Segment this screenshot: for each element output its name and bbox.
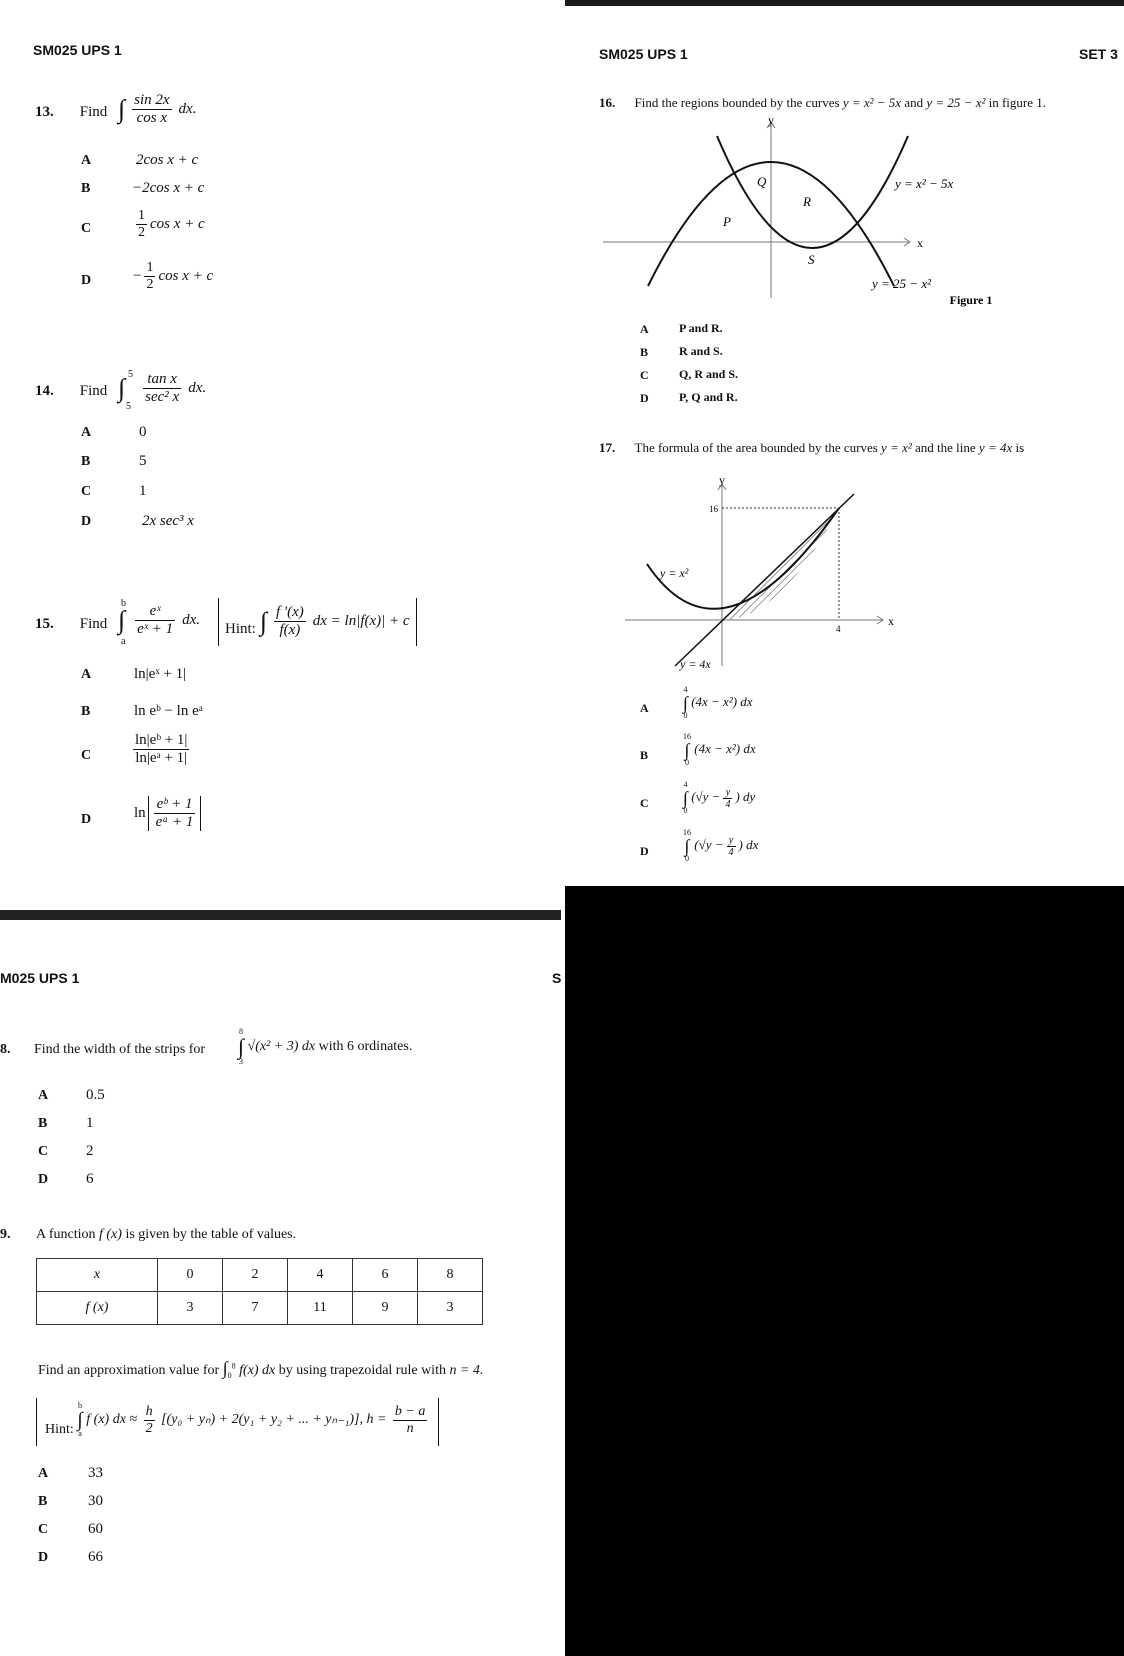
question-number: 14. xyxy=(35,383,54,399)
option-text[interactable]: P and R. xyxy=(679,321,723,335)
option-letter[interactable]: C xyxy=(81,484,92,499)
option-text[interactable]: 2 xyxy=(86,1143,94,1159)
q13-integral xyxy=(118,92,196,127)
option-letter[interactable]: D xyxy=(81,514,92,529)
hint-fraction: $\frac{b - a}{n}$ xyxy=(394,1403,426,1436)
q18-integral: 8 ∫ 3 √(x² + 3) dx with 6 ordinates. xyxy=(238,1027,413,1066)
table-cell: 11 xyxy=(288,1292,353,1325)
y-axis-label: y xyxy=(719,473,725,487)
question-text: A function xyxy=(36,1227,96,1242)
question-text: Find the width of the strips for xyxy=(34,1042,206,1057)
parabola-curve xyxy=(647,508,839,609)
question-number: 9. xyxy=(0,1227,11,1242)
option-letter[interactable]: B xyxy=(81,704,91,719)
line-4x xyxy=(675,494,854,666)
option-letter[interactable]: A xyxy=(38,1466,49,1481)
hint-fraction: $\frac{f '(x)}{f(x)}$ xyxy=(275,604,304,638)
page-header: M025 UPS 1 xyxy=(0,970,80,986)
option-letter[interactable]: B xyxy=(81,181,91,196)
n-value: n = 4. xyxy=(449,1363,484,1378)
question-19 xyxy=(0,1227,296,1243)
option-text[interactable]: − $\frac{1}{2}$ cos x + c xyxy=(133,260,214,292)
curve-2: y = 25 − x² xyxy=(926,95,986,110)
option-text[interactable]: 66 xyxy=(88,1549,103,1565)
question-text: Find an approximation value for xyxy=(38,1363,220,1378)
option-letter[interactable]: C xyxy=(38,1522,49,1537)
option-letter[interactable]: B xyxy=(38,1116,48,1131)
hint-text: [(y₀ + yₙ) + 2(y₁ + y₂ + ... + yₙ₋₁)], xyxy=(161,1412,363,1428)
option-letter[interactable]: D xyxy=(640,391,649,405)
x-axis-label: x xyxy=(917,236,923,250)
option-letter[interactable]: C xyxy=(640,796,649,810)
question-text: Find xyxy=(79,616,108,632)
option-text[interactable]: 30 xyxy=(88,1493,103,1509)
integrand: √(x² + 3) dx xyxy=(247,1039,316,1055)
dx-label: dx. xyxy=(188,380,207,397)
hint-fraction: $\frac{h}{2}$ xyxy=(145,1403,153,1436)
table-cell: 6 xyxy=(353,1259,418,1292)
y-axis-label: y xyxy=(768,113,774,127)
integral-sign: ∫ xyxy=(259,606,267,636)
option-text[interactable]: 6 xyxy=(86,1171,94,1187)
region-label-r: R xyxy=(803,194,811,209)
option-letter[interactable]: D xyxy=(38,1172,49,1187)
option-text[interactable]: ln $\frac{\text{eᵇ + 1}}{\text{eᵃ + 1}}$ xyxy=(134,796,201,831)
table-cell: 8 xyxy=(418,1259,483,1292)
table-cell: x xyxy=(37,1259,158,1292)
y-tick-16: 16 xyxy=(709,504,718,514)
q14-integral xyxy=(118,369,207,412)
dx-label: dx. xyxy=(178,101,197,118)
curve-label-2: y = 25 − x² xyxy=(872,276,931,291)
x-tick-4: 4 xyxy=(836,624,841,634)
figure-17 xyxy=(565,466,925,676)
region-label-p: P xyxy=(723,214,731,229)
hint-label: Hint: xyxy=(225,621,256,638)
option-text[interactable]: $\frac{\text{ln|eᵇ + 1|}}{\text{ln|eᵃ + 1|}}$ xyxy=(135,732,188,766)
option-letter[interactable]: A xyxy=(81,153,92,168)
panel-separator-horizontal xyxy=(0,910,561,920)
table-cell: 4 xyxy=(288,1259,353,1292)
option-text[interactable]: 60 xyxy=(88,1521,103,1537)
question-15 xyxy=(35,615,107,633)
option-letter[interactable]: C xyxy=(81,221,92,236)
option-text[interactable]: 1 xyxy=(139,483,147,499)
option-text[interactable]: 4 ∫ 0 (√y − $\frac{y}{4}$ ) dy xyxy=(683,780,756,815)
page-header: SM025 UPS 1 xyxy=(599,46,688,62)
q15-integral xyxy=(118,598,201,647)
figure-caption: Figure 1 xyxy=(949,293,993,307)
option-text[interactable]: 33 xyxy=(88,1465,103,1481)
option-letter[interactable]: B xyxy=(640,345,649,359)
integrand-fraction: $\frac{\text{eˣ}}{\text{eˣ + 1}}$ xyxy=(137,603,174,637)
x-axis-label: x xyxy=(888,614,894,628)
table-row xyxy=(37,1259,483,1292)
option-text[interactable]: ln eᵇ − ln eᵃ xyxy=(134,703,203,719)
upper-limit: b xyxy=(121,598,126,609)
line-y-4x: y = 4x xyxy=(978,440,1013,455)
integrand-fraction: $\frac{\text{tan x}}{\text{sec² x}}$ xyxy=(145,371,180,405)
option-text[interactable]: R and S. xyxy=(679,344,723,358)
option-text[interactable]: 16 ∫ 0 (√y − $\frac{y}{4}$ ) dx xyxy=(683,828,759,863)
curve-label: y = x² xyxy=(660,566,689,580)
function-label: f (x) xyxy=(99,1227,122,1242)
question-text: is given by the table of values. xyxy=(125,1227,297,1242)
integral-expression: f(x) dx xyxy=(239,1363,276,1378)
question-text: The formula of the area bounded by the curves xyxy=(634,440,878,455)
question-text: and the line xyxy=(915,440,976,455)
question-number: 13. xyxy=(35,104,54,120)
question-14 xyxy=(35,382,107,400)
line-label: y = 4x xyxy=(680,657,711,671)
question-18 xyxy=(0,1042,205,1058)
page-panel-1 xyxy=(0,0,561,910)
page-header: SM025 UPS 1 xyxy=(33,42,122,58)
question-text: Find xyxy=(79,104,108,120)
curve-label-1: y = x² − 5x xyxy=(895,176,954,191)
upper-limit: 5 xyxy=(128,369,133,380)
values-table xyxy=(36,1258,483,1325)
option-letter[interactable]: A xyxy=(640,322,649,336)
question-text: Find xyxy=(79,383,108,399)
question-16 xyxy=(599,95,1046,111)
integral-sign: ∫ xyxy=(118,94,126,124)
option-letter[interactable]: D xyxy=(81,812,92,827)
option-text[interactable]: Q, R and S. xyxy=(679,367,739,381)
table-cell: 2 xyxy=(223,1259,288,1292)
option-letter[interactable]: D xyxy=(38,1550,49,1565)
curve-x2-minus-5x xyxy=(717,136,908,248)
hint-box xyxy=(218,598,417,646)
table-cell: 3 xyxy=(158,1292,223,1325)
question-text: with 6 ordinates. xyxy=(318,1039,413,1055)
dx-label: dx. xyxy=(182,612,201,629)
option-letter[interactable]: D xyxy=(640,844,649,858)
option-text[interactable]: 0 xyxy=(139,424,147,440)
hint-text: h = xyxy=(366,1412,387,1428)
option-letter[interactable]: D xyxy=(81,273,92,288)
question-text: is xyxy=(1015,440,1025,455)
option-text[interactable]: −2cos x + c xyxy=(132,180,205,196)
option-text[interactable]: $\frac{1}{2}$ cos x + c xyxy=(138,208,205,240)
page-panel-3 xyxy=(0,920,561,1656)
option-letter[interactable]: C xyxy=(38,1144,49,1159)
lower-limit: a xyxy=(121,636,126,647)
option-letter[interactable]: B xyxy=(81,454,91,469)
question-number: 17. xyxy=(599,440,616,455)
integral-sign: ∫ xyxy=(118,605,126,635)
page-header-set: SET 3 xyxy=(1079,46,1118,62)
option-text[interactable]: 2cos x + c xyxy=(136,152,199,168)
figure-1 xyxy=(565,113,993,316)
integrand-fraction: $\frac{\sin 2x}{\text{cos x}}$ xyxy=(134,92,170,126)
question-text: Find the regions bounded by the curves xyxy=(634,95,840,110)
hint-text: dx = ln|f(x)| + c xyxy=(312,613,410,630)
option-letter[interactable]: B xyxy=(38,1494,48,1509)
hint-text: f (x) dx ≈ xyxy=(86,1412,138,1428)
option-text[interactable]: 16 ∫ 0 (4x − x²) dx xyxy=(683,732,756,767)
table-cell: f (x) xyxy=(37,1292,158,1325)
option-letter[interactable]: A xyxy=(81,425,92,440)
table-cell: 3 xyxy=(418,1292,483,1325)
question-text: in figure 1. xyxy=(988,95,1047,110)
option-text[interactable]: 4 ∫ 0 (4x − x²) dx xyxy=(683,685,753,720)
question-text: by using trapezoidal rule with xyxy=(278,1363,446,1378)
table-row xyxy=(37,1292,483,1325)
option-letter[interactable]: A xyxy=(38,1088,49,1103)
page-panel-2 xyxy=(565,6,1124,886)
option-letter[interactable]: C xyxy=(81,748,92,763)
option-letter[interactable]: C xyxy=(640,368,649,382)
curve-y-x2: y = x² xyxy=(881,440,912,455)
option-text[interactable]: P, Q and R. xyxy=(679,390,738,404)
q19-instruction: Find an approximation value for $\int_0^8$ f(x) dx by using trapezoidal rule with n = 4. xyxy=(38,1358,484,1380)
question-text: and xyxy=(904,95,924,110)
question-number: 15. xyxy=(35,616,54,632)
hint-box: Hint: b ∫ a f (x) dx ≈ $\frac{h}{2}$ [(y₀ + yₙ) + 2(y₁ + y₂ + ... + yₙ₋₁)], h = $\frac{b - a}{n}$ xyxy=(36,1398,439,1446)
option-text[interactable]: 0.5 xyxy=(86,1087,105,1103)
table-cell: 7 xyxy=(223,1292,288,1325)
option-text[interactable]: 1 xyxy=(86,1115,94,1131)
question-17 xyxy=(599,440,1024,456)
curve-1: y = x² − 5x xyxy=(842,95,902,110)
page-header-set: S xyxy=(552,970,562,986)
option-letter[interactable]: A xyxy=(81,667,92,682)
hint-label: Hint: xyxy=(45,1422,74,1438)
integral-sign: ∫ xyxy=(222,1358,228,1378)
lower-limit: 5 xyxy=(126,401,131,412)
integral-sign: ∫ xyxy=(118,373,126,403)
table-cell: 9 xyxy=(353,1292,418,1325)
table-cell: 0 xyxy=(158,1259,223,1292)
option-letter[interactable]: A xyxy=(640,701,649,715)
region-label-q: Q xyxy=(757,174,767,189)
option-text[interactable]: 5 xyxy=(139,453,147,469)
question-13 xyxy=(35,103,107,121)
question-number: 16. xyxy=(599,95,616,110)
region-label-s: S xyxy=(808,252,815,267)
option-text[interactable]: ln|eˣ + 1| xyxy=(134,666,187,682)
option-text[interactable]: 2x sec³ x xyxy=(142,513,194,529)
option-letter[interactable]: B xyxy=(640,748,649,762)
question-number: 8. xyxy=(0,1042,11,1057)
